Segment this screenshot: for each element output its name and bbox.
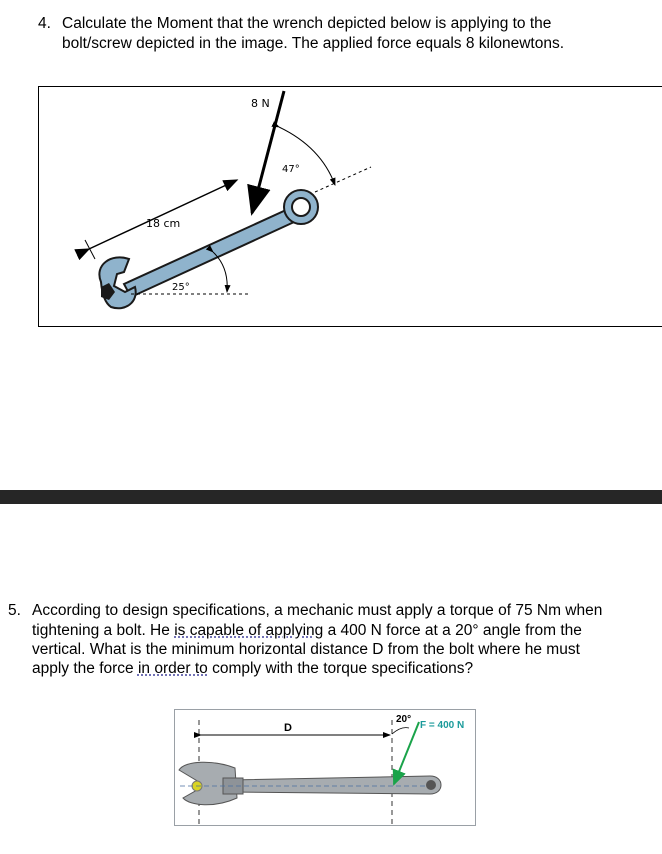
angle-25-label: 25° (172, 282, 190, 293)
wrench-diagram (39, 87, 662, 328)
angle-47-label: 47° (282, 164, 300, 175)
line-4-part-b: in order to (137, 660, 208, 677)
force-label: F = 400 N (420, 720, 465, 731)
question-5-text-line-4 (32, 659, 473, 679)
question-5-number: 5. (8, 602, 21, 619)
wrench-diagram-figure (38, 86, 662, 327)
question-4-text-line-1: Calculate the Moment that the wrench depicted below is applying to the (62, 15, 552, 32)
question-5-text-line-1: According to design specifications, a mechanic must apply a torque of 75 Nm when (32, 602, 603, 619)
length-dimension-line (89, 180, 237, 249)
question-5-text-line-2 (32, 621, 582, 641)
length-label: 18 cm (146, 217, 181, 230)
dashed-extension-top (315, 167, 371, 192)
question-4-number: 4. (38, 15, 51, 32)
line-2-part-b: is capable of applying (174, 622, 324, 639)
line-2-part-c: a 400 N force at a 20° angle from the (323, 622, 582, 639)
question-4-text-line-2: bolt/screw depicted in the image. The applied force equals 8 kilonewtons. (62, 35, 565, 52)
dimension-tick-left (85, 240, 95, 259)
adjustable-wrench-diagram (175, 710, 477, 827)
adjustable-wrench-figure (174, 709, 476, 826)
force-vector-arrow (394, 722, 419, 784)
wrench-icon (99, 190, 318, 308)
line-4-part-c: comply with the torque specifications? (207, 660, 474, 677)
line-2-part-a: tightening a bolt. He (32, 622, 175, 639)
distance-d-label: D (284, 722, 292, 734)
angle-20-label: 20° (396, 714, 412, 725)
angle-20-arc (392, 728, 409, 734)
force-label: 8 N (251, 97, 270, 110)
question-5-text-line-3: vertical. What is the minimum horizontal distance D from the bolt where he must (32, 641, 580, 658)
adjustable-wrench-icon (179, 762, 441, 805)
line-4-part-a: apply the force (32, 660, 138, 677)
section-divider (0, 490, 662, 504)
angle-47-arc (279, 127, 335, 185)
